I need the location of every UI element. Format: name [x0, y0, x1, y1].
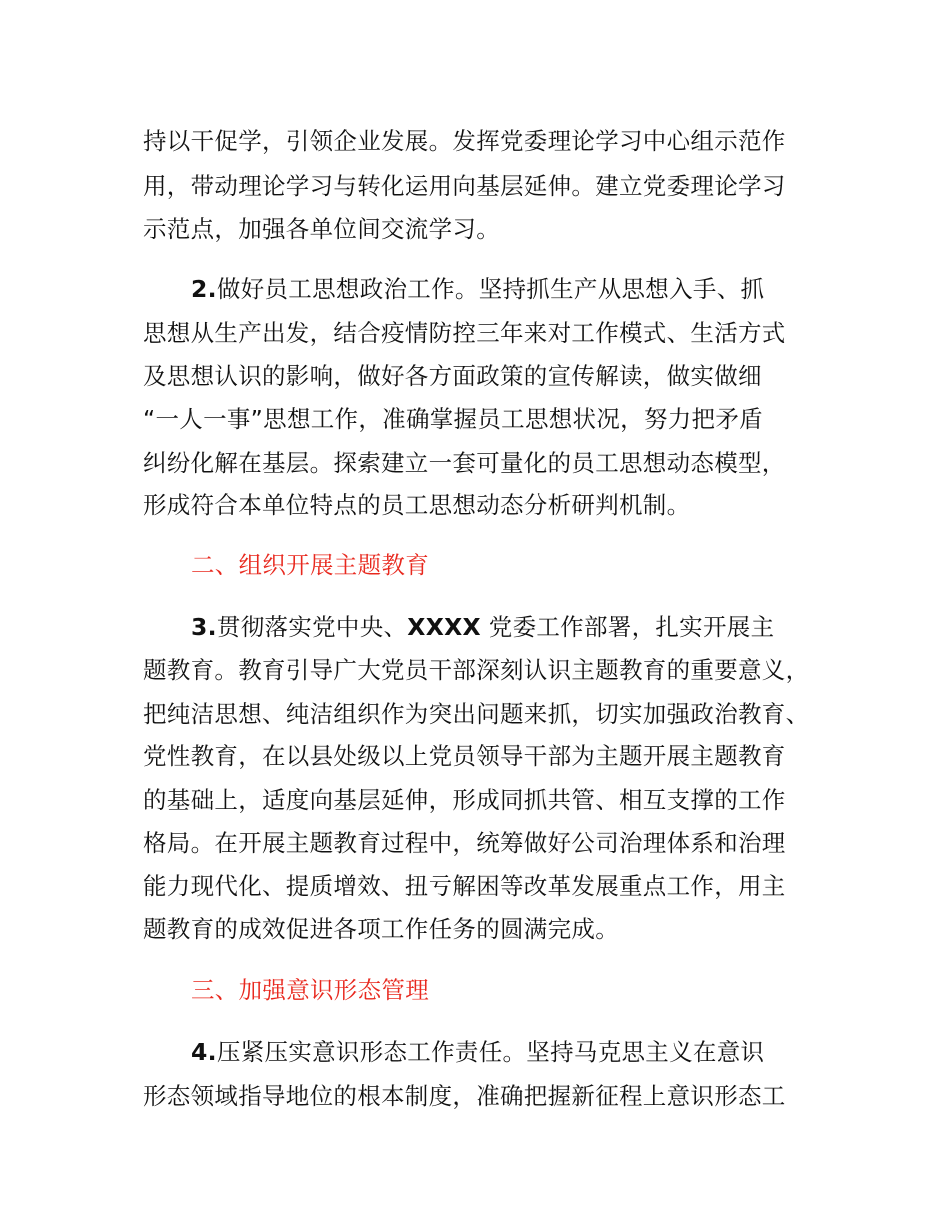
section-heading-3: 三、加强意识形态管理: [191, 976, 429, 1004]
paragraph-2-line-3: 及思想认识的影响，做好各方面政策的宣传解读，做实做细: [143, 362, 762, 390]
paragraph-2-line-4: “一人一事”思想工作，准确掌握员工思想状况，努力把矛盾: [143, 405, 763, 433]
paragraph-1-line-3: 示范点，加强各单位间交流学习。: [143, 215, 500, 243]
paragraph-3-line-6: 格局。在开展主题教育过程中，统筹做好公司治理体系和治理: [143, 829, 786, 857]
paragraph-4-title: 压紧压实意识形态工作责任。坚持马克思主义在意识: [216, 1038, 765, 1066]
paragraph-3-line-3: 把纯洁思想、纯洁组织作为突出问题来抓，切实加强政治教育、: [143, 700, 810, 728]
paragraph-3-line-7: 能力现代化、提质增效、扭亏解困等改革发展重点工作，用主: [143, 872, 786, 900]
paragraph-2-line-1: [191, 274, 764, 304]
paragraph-2-title: 做好员工思想政治工作。坚持抓生产从思想入手、抓: [216, 275, 765, 303]
paragraph-2-number: 2.: [191, 275, 217, 303]
paragraph-1-line-1: 持以干促学，引领企业发展。发挥党委理论学习中心组示范作: [143, 127, 786, 155]
paragraph-2-line-6: 形成符合本单位特点的员工思想动态分析研判机制。: [143, 491, 691, 519]
paragraph-3-line-4: 党性教育，在以县处级以上党员领导干部为主题开展主题教育: [143, 742, 786, 770]
paragraph-2-line-2: 思想从生产出发，结合疫情防控三年来对工作模式、生活方式: [143, 319, 786, 347]
paragraph-2-line-5: 纠纷化解在基层。探索建立一套可量化的员工思想动态模型，: [143, 449, 786, 477]
paragraph-4-line-1: [191, 1037, 764, 1067]
paragraph-3-lead: 贯彻落实党中央、: [216, 613, 408, 641]
paragraph-4-number: 4.: [191, 1038, 217, 1066]
paragraph-3-line-5: 的基础上，适度向基层延伸，形成同抓共管、相互支撑的工作: [143, 786, 786, 814]
paragraph-3-line-1-rest: 党委工作部署，扎实开展主: [488, 613, 775, 641]
paragraph-1-line-2: 用，带动理论学习与转化运用向基层延伸。建立党委理论学习: [143, 172, 786, 200]
paragraph-3-line-1: [191, 612, 774, 642]
paragraph-3-line-2: 题教育。教育引导广大党员干部深刻认识主题教育的重要意义，: [143, 656, 810, 684]
paragraph-3-number: 3.: [191, 613, 217, 641]
paragraph-3-org: XXXX: [407, 613, 481, 641]
paragraph-4-line-2: 形态领域指导地位的根本制度，准确把握新征程上意识形态工: [143, 1082, 786, 1110]
section-heading-2: 二、组织开展主题教育: [191, 551, 429, 579]
paragraph-3-line-8: 题教育的成效促进各项工作任务的圆满完成。: [143, 915, 619, 943]
